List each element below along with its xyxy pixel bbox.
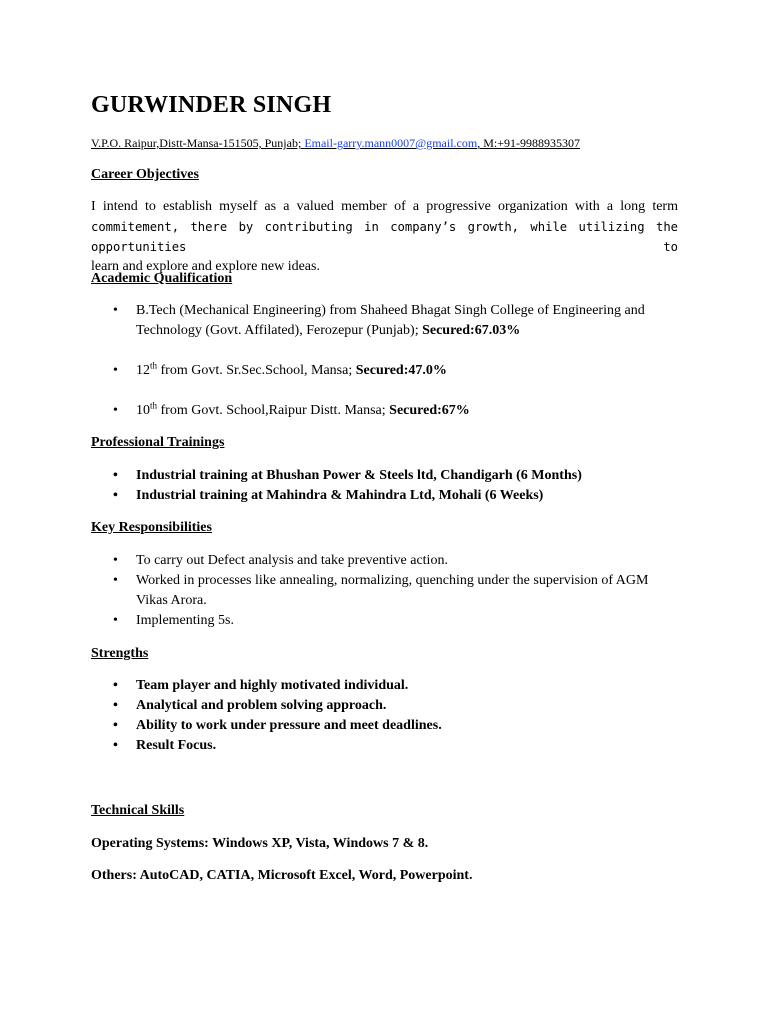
bullet: •: [113, 738, 118, 753]
operating-systems-line: Operating Systems: Windows XP, Vista, Windows 7 & 8.: [91, 836, 429, 851]
training-item-text: Industrial training at Mahindra & Mahindra Ltd, Mohali (6 Weeks): [136, 488, 544, 503]
contact-address: V.P.O. Raipur,Distt-Mansa-151505, Punjab;: [91, 136, 305, 150]
bullet: •: [113, 488, 118, 503]
professional-trainings-heading: Professional Trainings: [91, 435, 225, 450]
key-responsibilities-heading: Key Responsibilities: [91, 520, 212, 535]
trainings-list: [91, 466, 681, 506]
academic-item-12th: [91, 361, 681, 381]
responsibility-item-text: Worked in processes like annealing, normalizing, quenching under the supervision of AGM Vikas Arora.: [136, 573, 649, 608]
academic-item-score: Secured:67.03%: [422, 323, 521, 338]
strengths-list: [91, 676, 681, 756]
strength-item-text: Result Focus.: [136, 738, 217, 753]
career-objectives-text: [91, 197, 678, 277]
training-item: [91, 486, 681, 506]
academic-list: [91, 301, 681, 441]
bullet: •: [113, 698, 118, 713]
other-skills-line: Others: AutoCAD, CATIA, Microsoft Excel, Word, Powerpoint.: [91, 868, 473, 883]
career-line-2: commitement, there by contributing in company’s growth, while utilizing the opportunities to: [91, 220, 678, 254]
responsibility-item: [91, 551, 681, 571]
strength-item: [91, 716, 681, 736]
bullet: •: [113, 573, 118, 588]
academic-qualification-heading: Academic Qualification: [91, 271, 233, 286]
strength-item-text: Ability to work under pressure and meet deadlines.: [136, 718, 442, 733]
strength-item: [91, 736, 681, 756]
academic-item-grade: 10: [136, 403, 150, 418]
career-line-3: learn and explore and explore new ideas.: [91, 259, 320, 274]
strength-item-text: Analytical and problem solving approach.: [136, 698, 387, 713]
bullet: •: [113, 303, 118, 318]
training-item: [91, 466, 681, 486]
bullet: •: [113, 468, 118, 483]
superscript: th: [150, 360, 158, 371]
bullet: •: [113, 678, 118, 693]
bullet: •: [113, 363, 118, 378]
academic-item-text: B.Tech (Mechanical Engineering) from Shaheed Bhagat Singh College of Engineering and Technology (Govt. Affilated), Ferozepur (Punjab);: [136, 303, 645, 338]
bullet: •: [113, 553, 118, 568]
academic-item-score: Secured:47.0%: [355, 363, 447, 378]
academic-item-grade: 12: [136, 363, 150, 378]
strength-item: [91, 676, 681, 696]
responsibility-item-text: Implementing 5s.: [136, 613, 234, 628]
career-objectives-heading: Career Objectives: [91, 167, 199, 182]
academic-item-score: Secured:67%: [389, 403, 470, 418]
strength-item: [91, 696, 681, 716]
contact-phone: , M:+91-9988935307: [477, 136, 580, 150]
candidate-name: GURWINDER SINGH: [91, 92, 332, 118]
academic-item-btech: [91, 301, 681, 341]
strengths-heading: Strengths: [91, 646, 149, 661]
responsibility-item: [91, 571, 681, 611]
bullet: •: [113, 613, 118, 628]
email-link[interactable]: Email-garry.mann0007@gmail.com: [304, 136, 478, 150]
training-item-text: Industrial training at Bhushan Power & Steels ltd, Chandigarh (6 Months): [136, 468, 582, 483]
academic-item-10th: [91, 401, 681, 421]
responsibility-item: [91, 611, 681, 631]
bullet: •: [113, 403, 118, 418]
superscript: th: [150, 400, 158, 411]
academic-item-text: from Govt. School,Raipur Distt. Mansa;: [157, 403, 390, 418]
academic-item-text: from Govt. Sr.Sec.School, Mansa;: [157, 363, 356, 378]
responsibilities-list: [91, 551, 681, 631]
strength-item-text: Team player and highly motivated individual.: [136, 678, 409, 693]
career-line-1: I intend to establish myself as a valued member of a progressive organization with a long term: [91, 199, 678, 214]
responsibility-item-text: To carry out Defect analysis and take preventive action.: [136, 553, 448, 568]
bullet: •: [113, 718, 118, 733]
contact-line: [91, 134, 580, 152]
technical-skills-heading: Technical Skills: [91, 803, 185, 818]
